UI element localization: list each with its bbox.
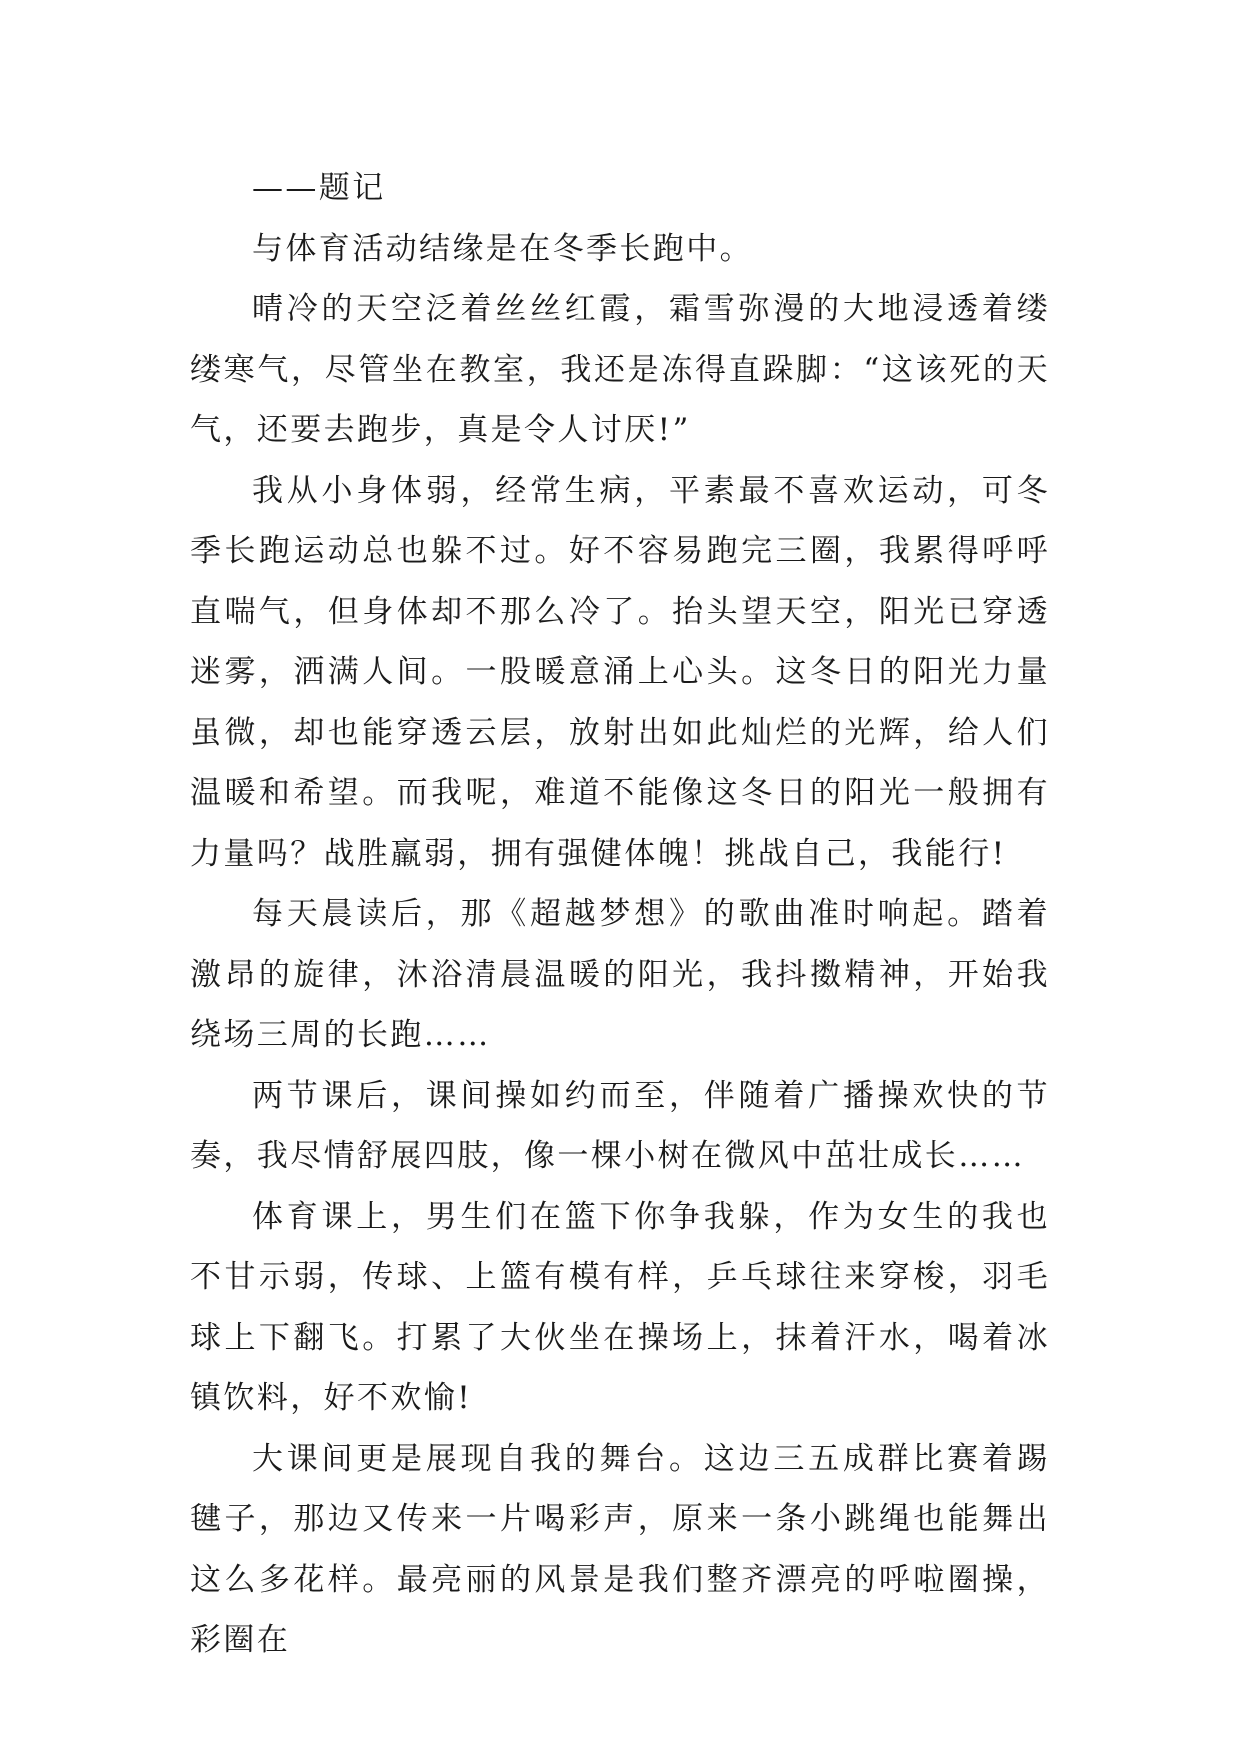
paragraph: 与体育活动结缘是在冬季长跑中。 <box>252 230 753 267</box>
document-body <box>190 158 1050 1671</box>
epigraph-attribution: ——题记 <box>252 170 386 206</box>
paragraph: 晴冷的天空泛着丝丝红霞，霜雪弥漫的大地浸透着缕缕寒气，尽管坐在教室，我还是冻得直跺脚：“这该死的天气，还要去跑步，真是令人讨厌!” <box>190 291 1050 448</box>
paragraph: 体育课上，男生们在篮下你争我躲，作为女生的我也不甘示弱，传球、上篮有模有样，乒乓球往来穿梭，羽毛球上下翻飞。打累了大伙坐在操场上，抹着汗水，喝着冰镇饮料，好不欢愉! <box>190 1198 1050 1416</box>
paragraph: 我从小身体弱，经常生病，平素最不喜欢运动，可冬季长跑运动总也躲不过。好不容易跑完三圈，我累得呼呼直喘气，但身体却不那么冷了。抬头望天空，阳光已穿透迷雾，洒满人间。一股暖意涌上心头。这冬日的阳光力量虽微，却也能穿透云层，放射出如此灿烂的光辉，给人们温暖和希望。而我呢，难道不能像这冬日的阳光一般拥有力量吗？战胜羸弱，拥有强健体魄！挑战自己，我能行! <box>190 472 1050 872</box>
paragraph: 大课间更是展现自我的舞台。这边三五成群比赛着踢毽子，那边又传来一片喝彩声，原来一条小跳绳也能舞出这么多花样。最亮丽的风景是我们整齐漂亮的呼啦圈操，彩圈在 <box>190 1440 1050 1658</box>
paragraph: 每天晨读后，那《超越梦想》的歌曲准时响起。踏着激昂的旋律，沐浴清晨温暖的阳光，我抖擞精神，开始我绕场三周的长跑…… <box>190 896 1050 1053</box>
paragraph: 两节课后，课间操如约而至，伴随着广播操欢快的节奏，我尽情舒展四肢，像一棵小树在微风中茁壮成长…… <box>190 1077 1050 1174</box>
